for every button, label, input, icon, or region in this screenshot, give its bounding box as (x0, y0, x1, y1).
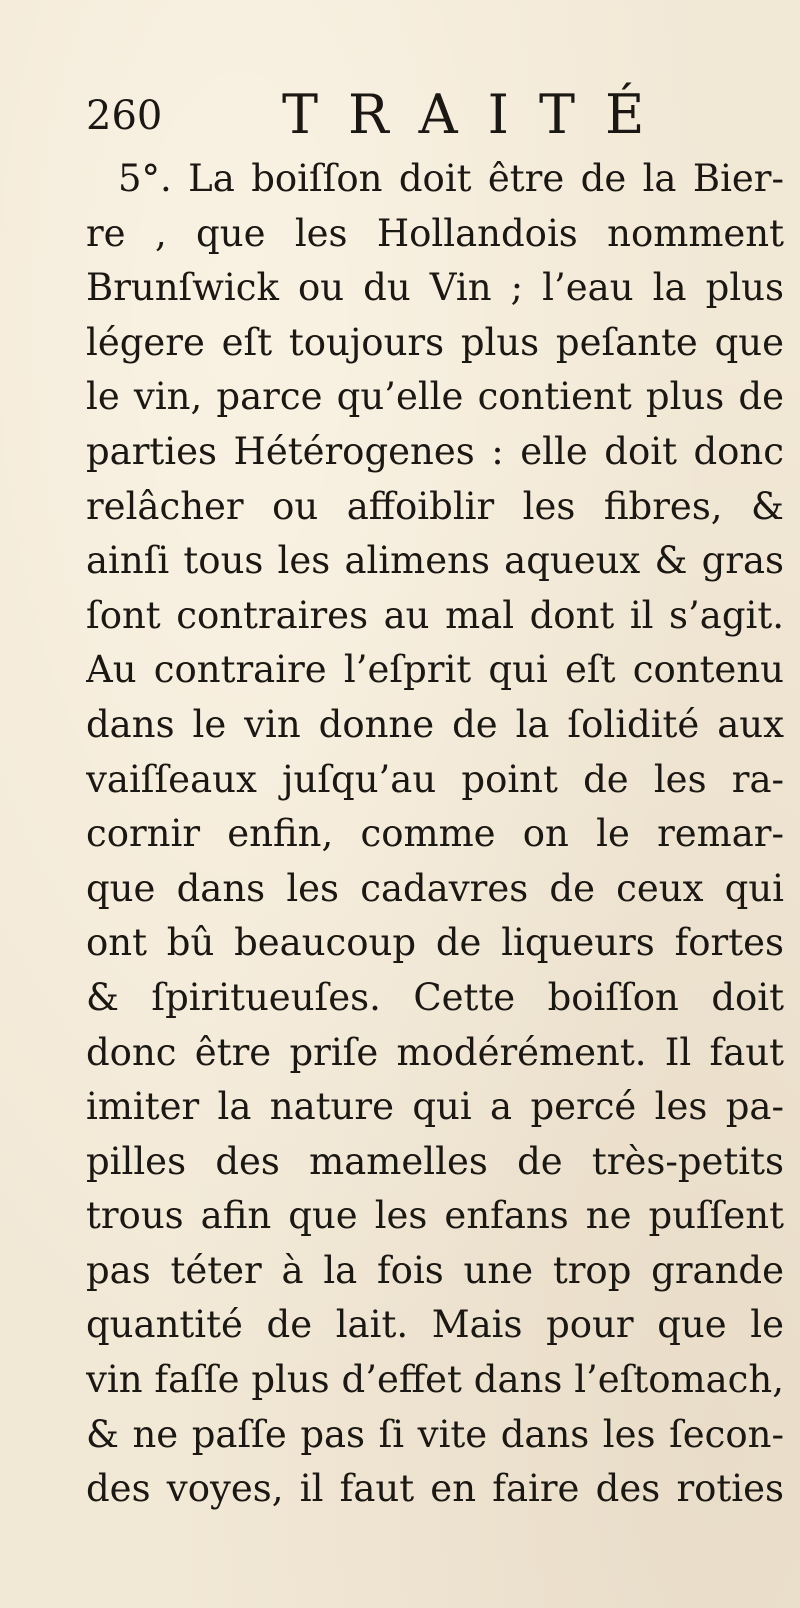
text-line: quantité de lait. Mais pour que le (86, 1303, 784, 1347)
text-line: vaiſſeaux juſqu’au point de les ra- (86, 757, 784, 801)
text-line: re , que les Hollandois nomment (86, 211, 784, 255)
text-line: trous afin que les enfans ne puſſent (86, 1194, 784, 1238)
text-line: & ſpiritueuſes. Cette boiſſon doit (86, 975, 784, 1019)
text-line: parties Hétérogenes : elle doit donc (86, 429, 784, 473)
running-title: TRAITÉ (282, 83, 675, 146)
text-line: ſont contraires au mal dont il s’agit. (86, 593, 784, 637)
text-line: 5°. La boiſſon doit être de la Bier- (118, 157, 784, 200)
text-line: le vin, parce qu’elle contient plus de (86, 375, 784, 419)
text-line: des voyes, il faut en faire des roties (86, 1467, 784, 1511)
text-line: imiter la nature qui a percé les pa- (86, 1085, 784, 1129)
text-line: pilles des mamelles de très-petits (86, 1139, 784, 1183)
text-line: ainſi tous les alimens aqueux & gras (86, 539, 784, 583)
text-line: dans le vin donne de la ſolidité aux (86, 702, 784, 746)
text-line: pas téter à la fois une trop grande (86, 1248, 784, 1292)
text-line: Brunſwick ou du Vin ; l’eau la plus (86, 266, 784, 310)
text-line: vin faſſe plus d’effet dans l’eſtomach, (86, 1358, 784, 1402)
text-line: donc être priſe modérément. Il faut (86, 1030, 784, 1074)
text-line: & ne paſſe pas ſi vite dans les ſecon- (86, 1412, 784, 1456)
page-number: 260 (86, 93, 163, 139)
text-line: relâcher ou affoiblir les fibres, & (86, 484, 784, 528)
text-line: ont bû beaucoup de liqueurs fortes (86, 921, 784, 965)
text-line: légere eſt toujours plus peſante que (86, 320, 784, 364)
text-line: Au contraire l’eſprit qui eſt contenu (86, 648, 784, 692)
text-line: que dans les cadavres de ceux qui (86, 866, 784, 910)
page-header (86, 84, 786, 148)
text-line: cornir enfin, comme on le remar- (86, 812, 784, 856)
body-text (86, 152, 784, 1517)
